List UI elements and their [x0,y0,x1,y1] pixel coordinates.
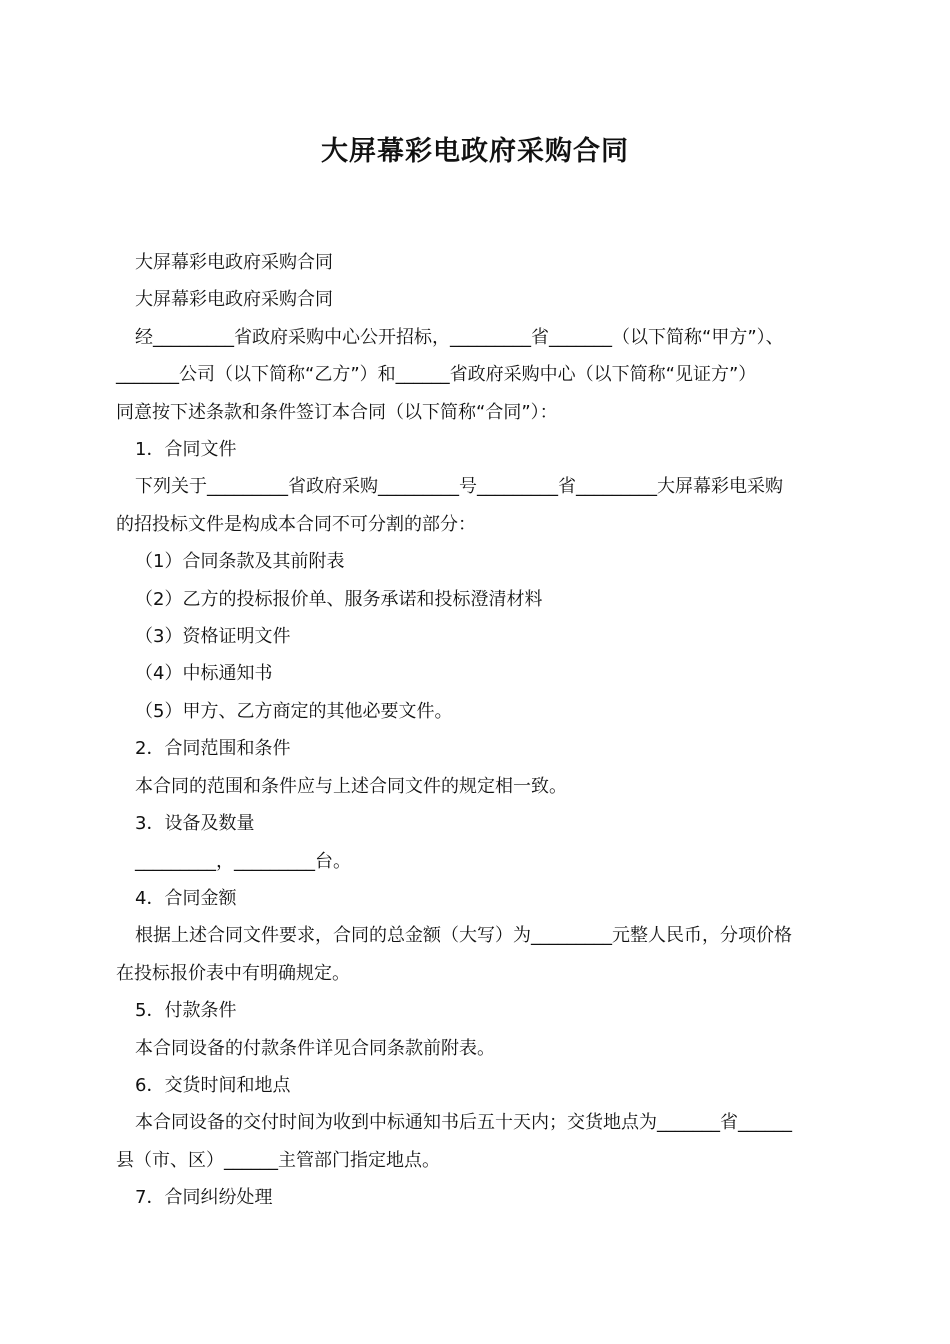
document-body [116,244,841,1217]
section-heading-payment: 5．付款条件 [135,1000,237,1022]
list-item-document-1: （1）合同条款及其前附表 [135,551,345,573]
paragraph-scope: 本合同的范围和条件应与上述合同文件的规定相一致。 [135,775,567,797]
paragraph-delivery-line-2: 县（市、区）______主管部门指定地点。 [116,1149,440,1171]
section-heading-disputes: 7．合同纠纷处理 [135,1187,273,1209]
paragraph-documents-line-2: 的招投标文件是构成本合同不可分割的部分： [116,513,476,535]
section-heading-equipment: 3．设备及数量 [135,813,255,835]
paragraph-heading-repeat-1: 大屏幕彩电政府采购合同 [135,252,333,273]
list-item-document-2: （2）乙方的投标报价单、服务承诺和投标澄清材料 [135,588,543,610]
paragraph-amount-line-2: 在投标报价表中有明确规定。 [116,962,350,984]
paragraph-parties-line-3: 同意按下述条款和条件签订本合同（以下简称“合同”）： [116,401,558,423]
list-item-document-5: （5）甲方、乙方商定的其他必要文件。 [135,700,453,722]
paragraph-heading-repeat-2: 大屏幕彩电政府采购合同 [135,289,333,311]
paragraph-payment: 本合同设备的付款条件详见合同条款前附表。 [135,1037,495,1059]
paragraph-amount-line-1: 根据上述合同文件要求，合同的总金额（大写）为_________元整人民币，分项价格 [135,925,792,947]
section-heading-scope: 2．合同范围和条件 [135,738,291,760]
paragraph-documents-line-1: 下列关于_________省政府采购_________号_________省_________大屏幕彩电采购 [135,476,783,498]
section-heading-contract-documents: 1．合同文件 [135,439,237,461]
list-item-document-3: （3）资格证明文件 [135,626,291,648]
paragraph-parties-line-1: 经_________省政府采购中心公开招标，_________省_______（以下简称“甲方”）、 [135,326,784,348]
paragraph-delivery-line-1: 本合同设备的交付时间为收到中标通知书后五十天内；交货地点为_______省______ [135,1112,792,1134]
section-heading-amount: 4．合同金额 [135,887,237,909]
document-title: 大屏幕彩电政府采购合同 [321,136,629,167]
paragraph-parties-line-2: _______公司（以下简称“乙方”）和______省政府采购中心（以下简称“见证方”） [116,364,757,386]
section-heading-delivery: 6．交货时间和地点 [135,1074,291,1096]
paragraph-equipment: _________，_________台。 [135,850,351,872]
list-item-document-4: （4）中标通知书 [135,663,273,685]
